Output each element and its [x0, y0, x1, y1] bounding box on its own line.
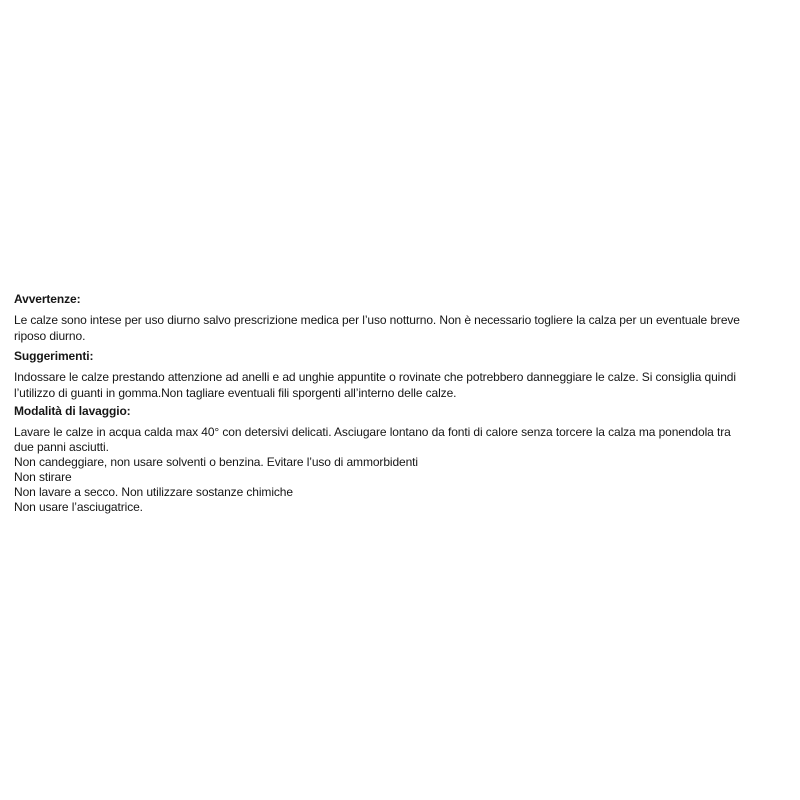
- section-suggerimenti: [14, 349, 796, 401]
- text-line: due panni asciutti.: [14, 440, 109, 454]
- text-line: Non candeggiare, non usare solventi o benzina. Evitare l’uso di ammorbidenti: [14, 455, 418, 469]
- section-heading: Avvertenze:: [14, 292, 81, 306]
- section-body: [14, 425, 796, 515]
- text-line: l’utilizzo di guanti in gomma.Non tagliare eventuali fili sporgenti all’interno delle calze.: [14, 386, 457, 400]
- text-line: riposo diurno.: [14, 329, 86, 343]
- text-line: Lavare le calze in acqua calda max 40° con detersivi delicati. Asciugare lontano da fonti di calore senza torcere la calza ma ponendola tra: [14, 425, 731, 439]
- section-avvertenze: [14, 292, 796, 344]
- text-line: Non usare l’asciugatrice.: [14, 500, 143, 514]
- text-line: Le calze sono intese per uso diurno salvo prescrizione medica per l’uso notturno. Non è necessario togliere la calza per un eventuale breve: [14, 313, 740, 327]
- section-body: [14, 312, 796, 344]
- text-line: Non stirare: [14, 470, 72, 484]
- section-heading: Suggerimenti:: [14, 349, 94, 363]
- section-modalit-di-lavaggio: [14, 404, 796, 515]
- section-body: [14, 369, 796, 401]
- text-line: Non lavare a secco. Non utilizzare sostanze chimiche: [14, 485, 293, 499]
- section-heading: Modalità di lavaggio:: [14, 404, 131, 418]
- text-line: Indossare le calze prestando attenzione ad anelli e ad unghie appuntite o rovinate che potrebbero danneggiare le calze. Si consiglia quindi: [14, 370, 736, 384]
